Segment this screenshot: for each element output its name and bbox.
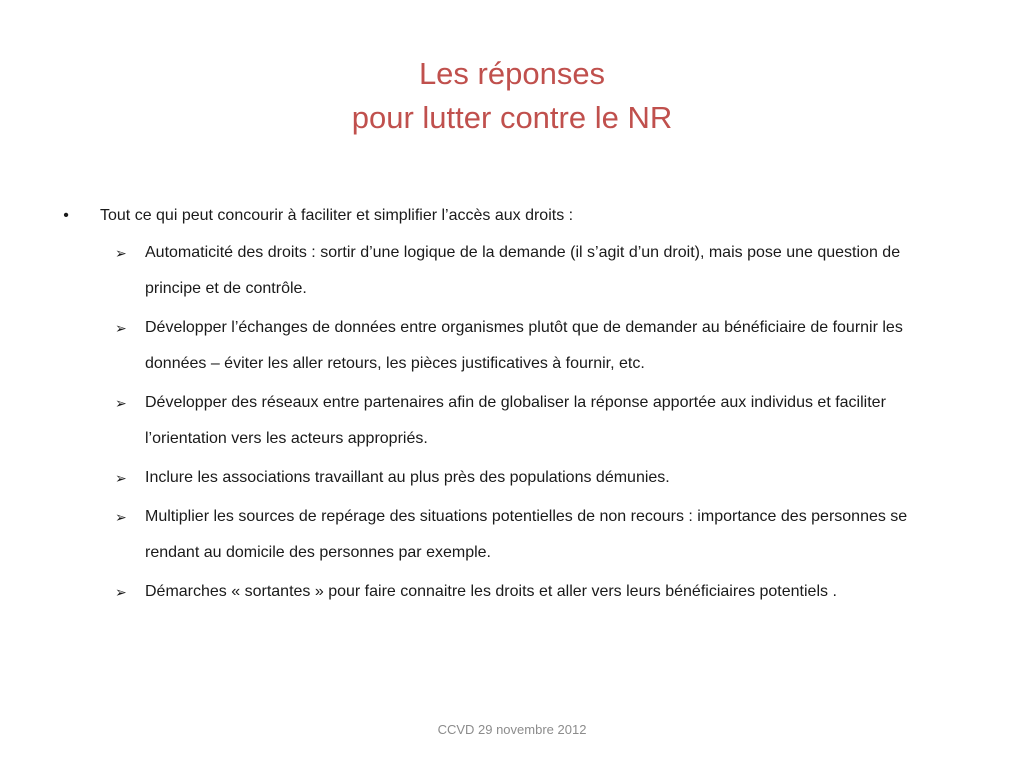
arrow-bullet-icon: ➢ bbox=[115, 470, 127, 486]
slide-title-line-2: pour lutter contre le NR bbox=[351, 100, 673, 135]
slide-title bbox=[0, 52, 1024, 140]
arrow-bullet-icon: ➢ bbox=[115, 584, 127, 600]
sub-bullet-item bbox=[60, 574, 940, 610]
sub-bullet-item bbox=[60, 310, 940, 382]
sub-bullet-text: Automaticité des droits : sortir d’une logique de la demande (il s’agit d’un droit), mais pose une question de principe et de contrôle. bbox=[145, 244, 901, 297]
sub-bullet-list bbox=[60, 235, 960, 610]
sub-bullet-item bbox=[60, 385, 940, 457]
sub-bullet-text: Développer des réseaux entre partenaires afin de globaliser la réponse apportée aux individus et faciliter l’orientation vers les acteurs appropriés. bbox=[145, 394, 886, 447]
sub-bullet-item bbox=[60, 460, 940, 496]
sub-bullet-text: Multiplier les sources de repérage des situations potentielles de non recours : importance des personnes se rendant au domicile des personnes par exemple. bbox=[145, 508, 908, 561]
sub-bullet-text: Développer l’échanges de données entre organismes plutôt que de demander au bénéficiaire de fournir les données – éviter les aller retours, les pièces justificatives à fournir, etc. bbox=[145, 319, 903, 372]
arrow-bullet-icon: ➢ bbox=[115, 395, 127, 411]
bullet-dot-icon: • bbox=[63, 207, 69, 224]
slide-footer: CCVD 29 novembre 2012 bbox=[437, 722, 587, 737]
sub-bullet-text: Inclure les associations travaillant au plus près des populations démunies. bbox=[145, 469, 670, 486]
sub-bullet-text: Démarches « sortantes » pour faire connaitre les droits et aller vers leurs bénéficiaires potentiels . bbox=[145, 583, 837, 600]
arrow-bullet-icon: ➢ bbox=[115, 245, 127, 261]
arrow-bullet-icon: ➢ bbox=[115, 509, 127, 525]
slide-title-line-1: Les réponses bbox=[418, 56, 606, 91]
sub-bullet-item bbox=[60, 235, 940, 307]
slide-content bbox=[60, 205, 960, 613]
arrow-bullet-icon: ➢ bbox=[115, 320, 127, 336]
sub-bullet-item bbox=[60, 499, 940, 571]
main-bullet-text: Tout ce qui peut concourir à faciliter et simplifier l’accès aux droits : bbox=[100, 207, 574, 224]
main-bullet bbox=[60, 205, 960, 235]
